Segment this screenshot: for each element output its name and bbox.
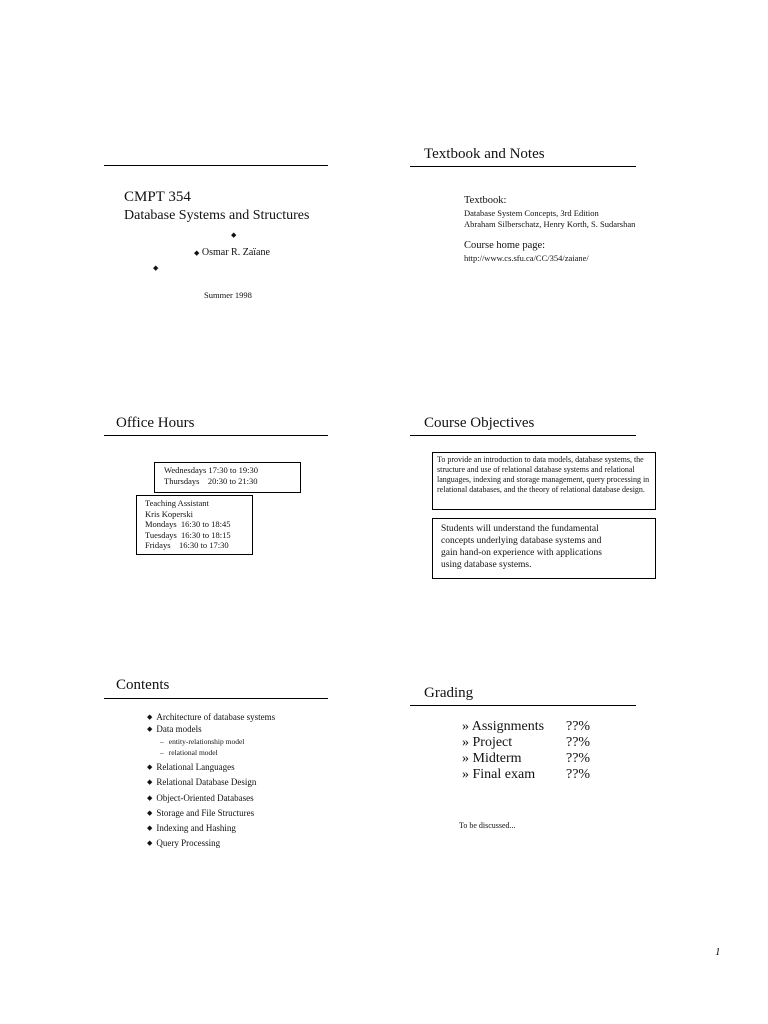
homepage-label: Course home page: [464, 240, 546, 251]
grading-table [462, 719, 590, 783]
instructor-hours-box [154, 462, 301, 493]
term: Summer 1998 [204, 290, 252, 300]
grade-label: » Final exam [462, 767, 536, 782]
list-item: ◆ Data models [147, 724, 275, 736]
grade-value: ??% [566, 767, 591, 782]
grade-value: ??% [566, 735, 591, 750]
hours-line: Fridays 16:30 to 17:30 [145, 540, 229, 550]
title-rule [410, 435, 636, 436]
list-subitem: – relational model [160, 747, 275, 758]
outcome-line: Students will understand the fundamental [441, 524, 599, 534]
grade-row [462, 735, 590, 751]
hours-line: Wednesdays 17:30 to 19:30 [164, 465, 258, 475]
outcome-line: using database systems. [441, 560, 532, 570]
list-item: ◆ Relational Languages [147, 760, 275, 775]
slide-title: Textbook and Notes [424, 146, 545, 162]
hours-line: Tuesdays 16:30 to 18:15 [145, 529, 231, 540]
contents-list [147, 712, 275, 852]
grading-note: To be discussed... [459, 821, 516, 830]
hours-line: Mondays 16:30 to 18:45 [145, 519, 231, 529]
textbook-details [464, 208, 635, 229]
ta-name: Kris Koperski [145, 508, 193, 519]
course-name: Database Systems and Structures [124, 208, 310, 223]
author-line [194, 247, 270, 258]
ta-hours-box [136, 495, 253, 555]
homepage-url[interactable]: http://www.cs.sfu.ca/CC/354/zaiane/ [464, 253, 589, 263]
title-rule [104, 435, 328, 436]
objectives-box: To provide an introduction to data models, database systems, the structure and use of relational database systems and relational languages, indexing and storage management, query processing in relational databases, and the theory of relational database design. [432, 452, 656, 510]
grade-row [462, 719, 590, 735]
slide-title: Office Hours [116, 415, 195, 431]
grade-row [462, 751, 590, 767]
diamond-bullet-icon: ◆ [194, 249, 200, 257]
grade-value: ??% [566, 751, 591, 766]
title-rule [410, 705, 636, 706]
grade-label: » Assignments [462, 719, 545, 734]
page-number: 1 [715, 946, 721, 958]
title-rule [104, 698, 328, 699]
ta-label: Teaching Assistant [145, 498, 209, 508]
list-item: ◆ Relational Database Design [147, 775, 275, 790]
list-item: ◆ Storage and File Structures [147, 806, 275, 821]
outcome-line: concepts underlying database systems and [441, 536, 602, 546]
list-item: ◆ Architecture of database systems [147, 712, 275, 724]
list-subitem: – entity-relationship model [160, 736, 275, 747]
list-item: ◆ Object-Oriented Databases [147, 791, 275, 806]
list-item: ◆ Indexing and Hashing [147, 821, 275, 836]
textbook-title: Database System Concepts, 3rd Edition [464, 208, 599, 218]
diamond-bullet-icon: ◆ [153, 264, 159, 272]
course-code: CMPT 354 [124, 189, 191, 205]
grade-label: » Midterm [462, 751, 522, 766]
list-item: ◆ Query Processing [147, 836, 275, 851]
slide-title: Course Objectives [424, 415, 535, 431]
textbook-label: Textbook: [464, 195, 507, 206]
outcomes-box [432, 518, 656, 579]
textbook-authors: Abraham Silberschatz, Henry Korth, S. Sudarshan [464, 218, 636, 229]
author-name: Osmar R. Zaïane [201, 247, 270, 258]
hours-line: Thursdays 20:30 to 21:30 [164, 475, 258, 486]
title-rule [410, 166, 636, 167]
slide-title: Grading [424, 685, 474, 701]
grade-value: ??% [566, 719, 591, 734]
title-rule [104, 165, 328, 166]
diamond-bullet-icon: ◆ [231, 231, 237, 239]
outcome-line: gain hand-on experience with applications [441, 548, 602, 558]
grade-label: » Project [462, 735, 513, 750]
grade-row [462, 767, 590, 783]
slide-title: Contents [116, 677, 170, 693]
